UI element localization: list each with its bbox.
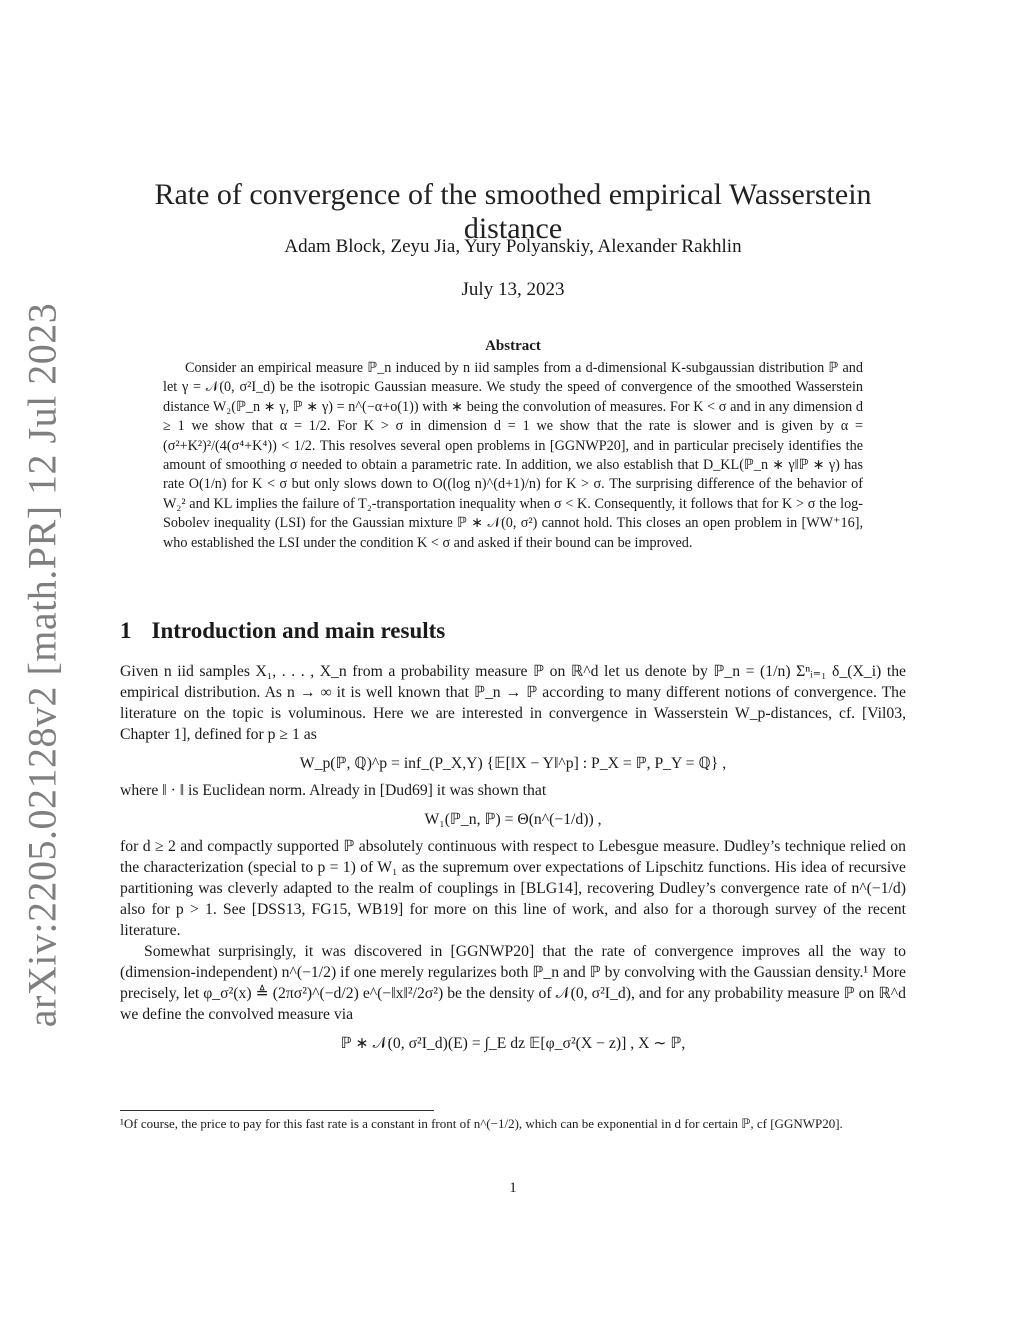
equation-convolution: ℙ ∗ 𝒩(0, σ²I_d)(E) = ∫_E dz 𝔼[φ_σ²(X − z)] , X ∼ ℙ, [340,1035,686,1052]
page-number: 1 [509,1180,517,1196]
abstract-text: Consider an empirical measure ℙ_n induced by n iid samples from a d-dimensional K-subgaussian distribution ℙ and let γ = 𝒩(0, σ²I_d) be the isotropic Gaussian measure. We study the speed of convergence of the smoothed Wasserstein distance W₂(ℙ_n ∗ γ, ℙ ∗ γ) = n^(−α+o(1)) with ∗ being the convolution of measures. For K < σ and in any dimension d ≥ 1 we show that α = 1/2. For K > σ in dimension d = 1 we show that the rate is slower and is given by α = (σ²+K²)²/(4(σ⁴+K⁴)) < 1/2. This resolves several open problems in [GGNWP20], and in particular precisely identifies the amount of smoothing σ needed to obtain a parametric rate. In addition, we also establish that D_KL(ℙ_n ∗ γ‖ℙ ∗ γ) has rate O(1/n) for K < σ but only slows down to O((log n)^(d+1)/n) for K > σ. The surprising difference of the behavior of W₂² and KL implies the failure of T₂-transportation inequality when σ < K. Consequently, it follows that for K > σ the log-Sobolev inequality (LSI) for the Gaussian mixture ℙ ∗ 𝒩(0, σ²) cannot hold. This closes an open problem in [WW⁺16], who established the LSI under the condition K < σ and asked if their bound can be improved. [163,360,863,551]
paragraph-4: Somewhat surprisingly, it was discovered in [GGNWP20] that the rate of convergence improves all the way to (dimension-independent) n^(−1/2) if one merely regularizes both ℙ_n and ℙ by convolving with the Gaussian density.¹ More precisely, let φ_σ²(x) ≜ (2πσ²)^(−d/2) e^(−‖x‖²/2σ²) be the density of 𝒩(0, σ²I_d), and for any probability measure ℙ on ℝ^d we define the convolved measure via [120,943,906,1023]
equation-dudley: W₁(ℙ_n, ℙ) = Θ(n^(−1/d)) , [424,811,602,828]
section-title: Introduction and main results [151,618,446,643]
abstract-heading: Abstract [485,338,541,354]
paragraph-3: for d ≥ 2 and compactly supported ℙ absolutely continuous with respect to Lebesgue measure. Dudley’s technique relied on the characterization (special to p = 1) of W₁ as the supremum over expectations of Lipschitz functions. His idea of recursive partitioning was cleverly adapted to the realm of couplings in [BLG14], recovering Dudley’s convergence rate of n^(−1/d) also for p > 1. See [DSS13, FG15, WB19] for more on this line of work, and also for a thorough survey of the recent literature. [120,838,906,939]
equation-wasserstein: W_p(ℙ, ℚ)^p = inf_(P_X,Y) {𝔼[‖X − Y‖^p] : P_X = ℙ, P_Y = ℚ} , [299,755,727,772]
paragraph-1: Given n iid samples X₁, . . . , X_n from a probability measure ℙ on ℝ^d let us denote by ℙ_n = (1/n) Σⁿᵢ₌₁ δ_(X_i) the empirical distribution. As n → ∞ it is well known that ℙ_n → ℙ according to many different notions of convergence. The literature on the topic is voluminous. Here we are interested in convergence in Wasserstein W_p-distances, cf. [Vil03, Chapter 1], defined for p ≥ 1 as [120,663,906,743]
footnote-rule [120,1110,434,1111]
paper-authors: Adam Block, Zeyu Jia, Yury Polyanskiy, Alexander Rakhlin [284,236,742,257]
paper-date: July 13, 2023 [461,279,565,300]
abstract-body [163,359,863,553]
section-heading [120,618,906,644]
section-number: 1 [120,618,132,643]
paper-title: Rate of convergence of the smoothed empirical Wasserstein distance [154,178,872,245]
paragraph-2: where ‖ · ‖ is Euclidean norm. Already in [Dud69] it was shown that [120,782,547,799]
arxiv-sidebar [12,302,72,1028]
section-body [120,661,906,1060]
footnote: ¹Of course, the price to pay for this fast rate is a constant in front of n^(−1/2), which can be exponential in d for certain ℙ, cf [GGNWP20]. [120,1116,843,1131]
arxiv-identifier: arXiv:2205.02128v2 [math.PR] 12 Jul 2023 [19,302,65,1028]
